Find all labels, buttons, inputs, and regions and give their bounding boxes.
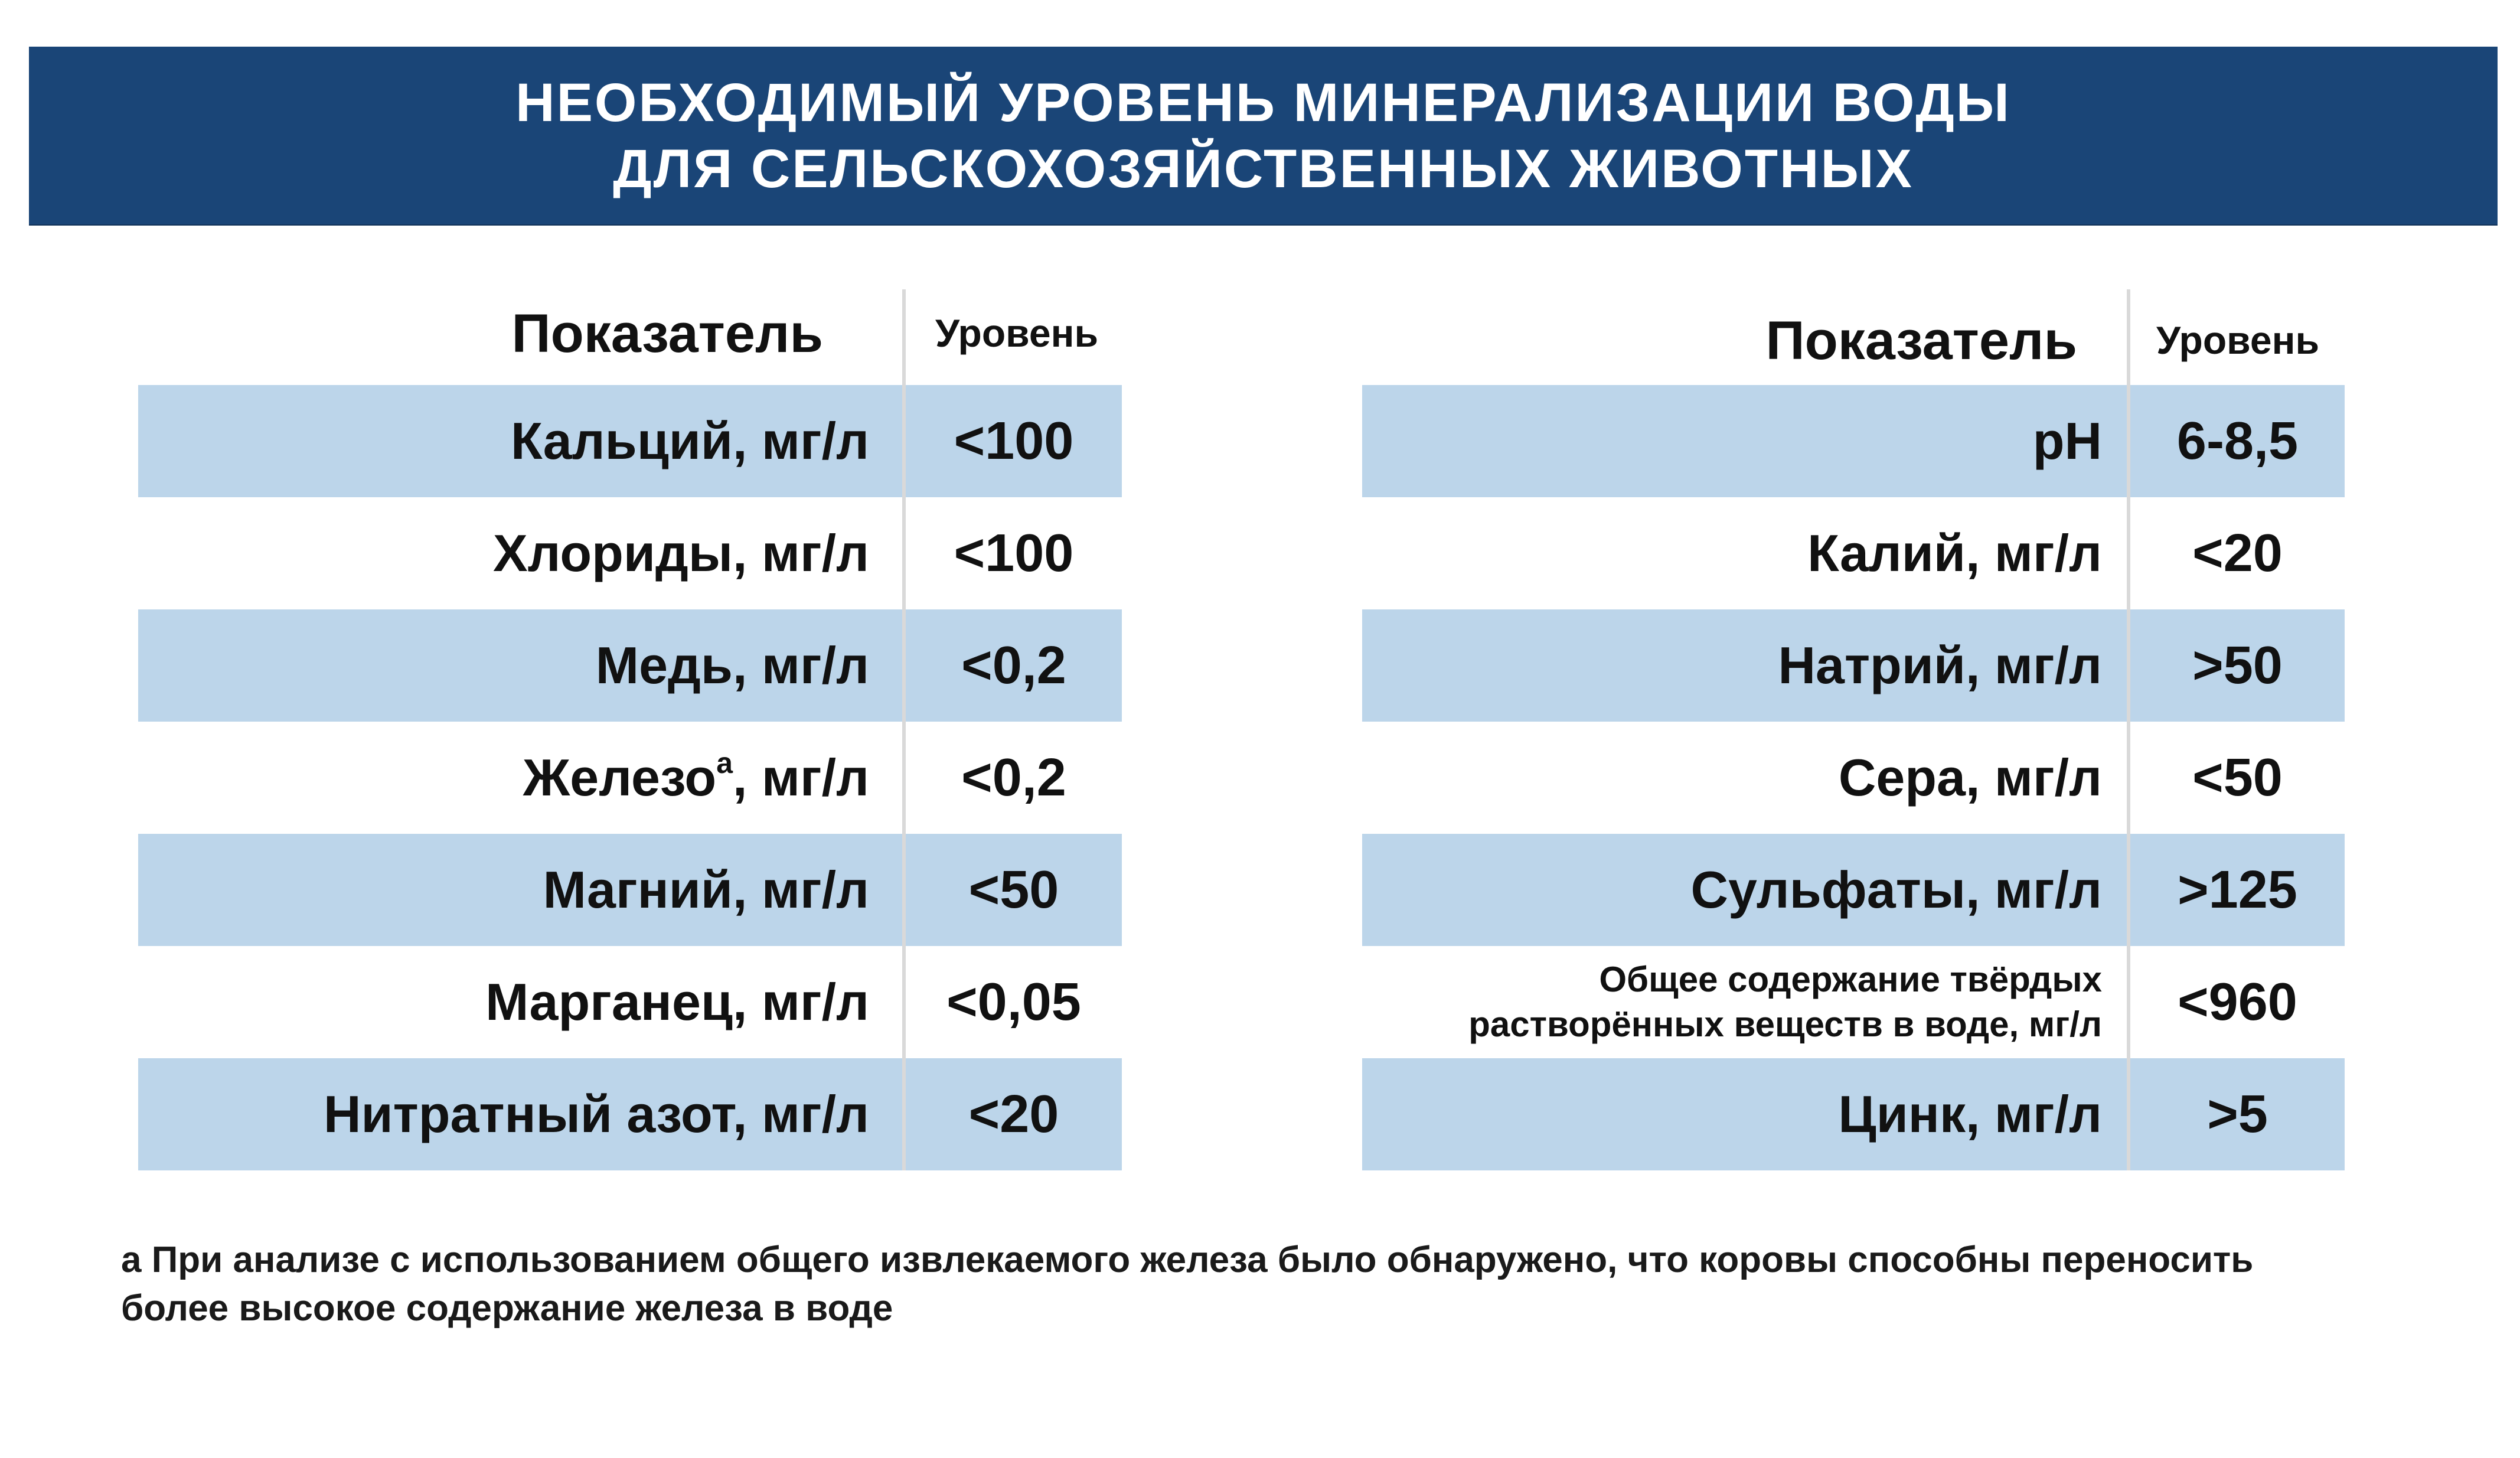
table-row — [1362, 1058, 2345, 1170]
level-value: <50 — [968, 860, 1059, 919]
header-indicator: Показатель — [1765, 311, 2077, 371]
level-value: >50 — [2192, 635, 2283, 695]
level-value: <20 — [2192, 523, 2283, 583]
indicator-name: Марганец, мг/л — [485, 973, 869, 1031]
left-table — [138, 289, 1122, 1170]
table-row — [1362, 497, 2345, 609]
table-row — [1362, 609, 2345, 722]
table-header — [1362, 289, 2345, 385]
indicator-name: Общее содержание твёрдых растворённых веществ в воде, мг/л — [1468, 960, 2102, 1044]
table-row — [138, 497, 1122, 609]
level-value: <100 — [954, 411, 1074, 471]
level-value: <20 — [968, 1084, 1059, 1144]
level-value: <100 — [954, 523, 1074, 583]
table-row — [138, 385, 1122, 497]
table-row — [138, 1058, 1122, 1170]
level-value: 6-8,5 — [2176, 411, 2299, 471]
table-row — [138, 609, 1122, 722]
table-row — [138, 722, 1122, 834]
header-indicator: Показатель — [511, 304, 823, 364]
right-table — [1362, 289, 2345, 1170]
indicator-name: pH — [2032, 412, 2102, 470]
indicator-name: Хлориды, мг/л — [492, 524, 869, 582]
indicator-name: Нитратный азот, мг/л — [324, 1085, 869, 1143]
table-row — [1362, 722, 2345, 834]
title-banner — [29, 47, 2498, 224]
header-level: Уровень — [935, 311, 1099, 355]
header-level: Уровень — [2156, 318, 2320, 362]
indicator-iron: Железо — [523, 748, 717, 807]
footnote: а При анализе с использованием общего извлекаемого железа было обнаружено, что коровы способны переносить более высокое содержание железа в воде — [121, 1240, 2254, 1329]
level-value: <0,2 — [961, 748, 1066, 807]
indicator-name: Сера, мг/л — [1838, 748, 2102, 807]
table-row — [138, 946, 1122, 1058]
table-row — [138, 834, 1122, 946]
indicator-name: Магний, мг/л — [543, 860, 869, 919]
indicator-name — [523, 748, 869, 808]
level-value: <960 — [2178, 972, 2297, 1032]
level-value: >5 — [2207, 1084, 2268, 1144]
table-header — [138, 289, 1122, 385]
table-row — [1362, 834, 2345, 946]
indicator-name: Медь, мг/л — [595, 636, 869, 694]
level-value: <0,05 — [946, 972, 1081, 1032]
indicator-unit: , мг/л — [733, 748, 869, 807]
table-row — [1362, 946, 2345, 1058]
footnote-marker: a — [716, 746, 733, 779]
level-value: <0,2 — [961, 635, 1066, 695]
indicator-name: Сульфаты, мг/л — [1690, 860, 2102, 919]
title-line-1: НЕОБХОДИМЫЙ УРОВЕНЬ МИНЕРАЛИЗАЦИИ ВОДЫ — [515, 72, 2011, 133]
level-value: >125 — [2178, 860, 2297, 919]
indicator-name: Калий, мг/л — [1807, 524, 2102, 582]
indicator-name: Цинк, мг/л — [1838, 1085, 2102, 1143]
title-line-2: ДЛЯ СЕЛЬСКОХОЗЯЙСТВЕННЫХ ЖИВОТНЫХ — [613, 138, 1914, 199]
level-value: <50 — [2192, 748, 2283, 807]
table-row — [1362, 385, 2345, 497]
indicator-name: Кальций, мг/л — [510, 412, 869, 470]
indicator-name: Натрий, мг/л — [1778, 636, 2102, 694]
